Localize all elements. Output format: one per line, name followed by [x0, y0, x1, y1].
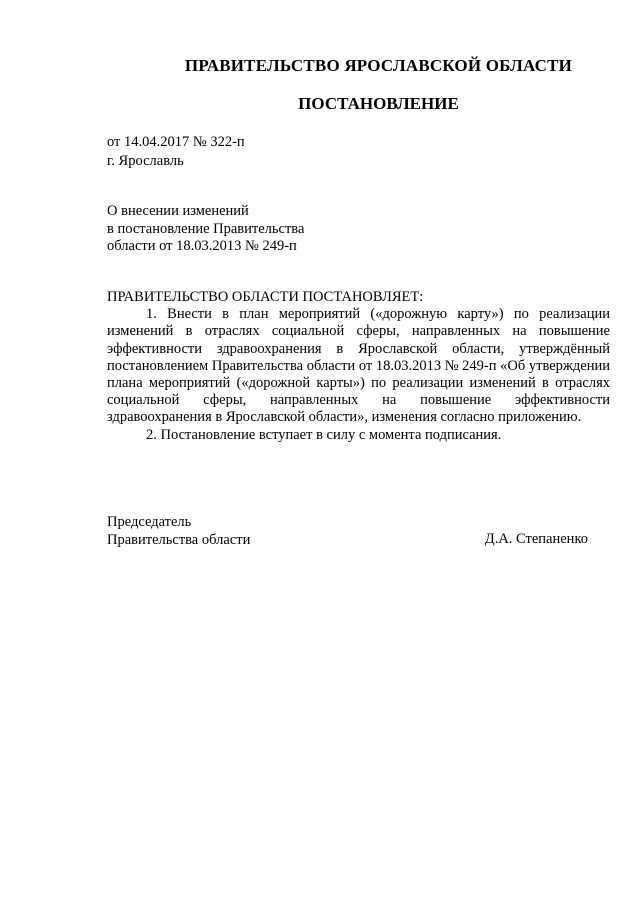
document-type-title: ПОСТАНОВЛЕНИЕ: [298, 94, 459, 113]
document-meta: [107, 133, 245, 170]
signatory-position: [107, 514, 250, 549]
signatory-name: Д.А. Степаненко: [484, 531, 588, 547]
document-city: г. Ярославль: [107, 152, 184, 169]
paragraph-1: 1. Внести в план мероприятий («дорожную карту») по реализации изменений в отраслях социальной сферы, направленных на повышение эффективности здравоохранения в Ярославской области, утверждённый постановлением Правительства области от 18.03.2013 № 249-п «Об утверждении плана мероприятий («дорожной карты») по реализации изменений в отраслях социальной сферы, направленных на повышение эффективности здравоохранения в Ярославской области», изменения согласно приложению.: [107, 306, 611, 426]
document-subject: [107, 203, 304, 256]
subject-line-2: в постановление Правительства: [107, 220, 305, 237]
decree-heading: ПРАВИТЕЛЬСТВО ОБЛАСТИ ПОСТАНОВЛЯЕТ:: [107, 289, 424, 305]
signatory-position-line-2: Правительства области: [107, 531, 251, 548]
signatory-position-line-1: Председатель: [107, 514, 192, 530]
subject-line-1: О внесении изменений: [107, 203, 249, 219]
subject-line-3: области от 18.03.2013 № 249-п: [107, 238, 297, 254]
paragraph-2: 2. Постановление вступает в силу с момента подписания.: [146, 426, 502, 443]
document-date-number: от 14.04.2017 № 322-п: [107, 134, 245, 150]
document-body: [107, 289, 610, 444]
government-title: ПРАВИТЕЛЬСТВО ЯРОСЛАВСКОЙ ОБЛАСТИ: [184, 56, 573, 75]
